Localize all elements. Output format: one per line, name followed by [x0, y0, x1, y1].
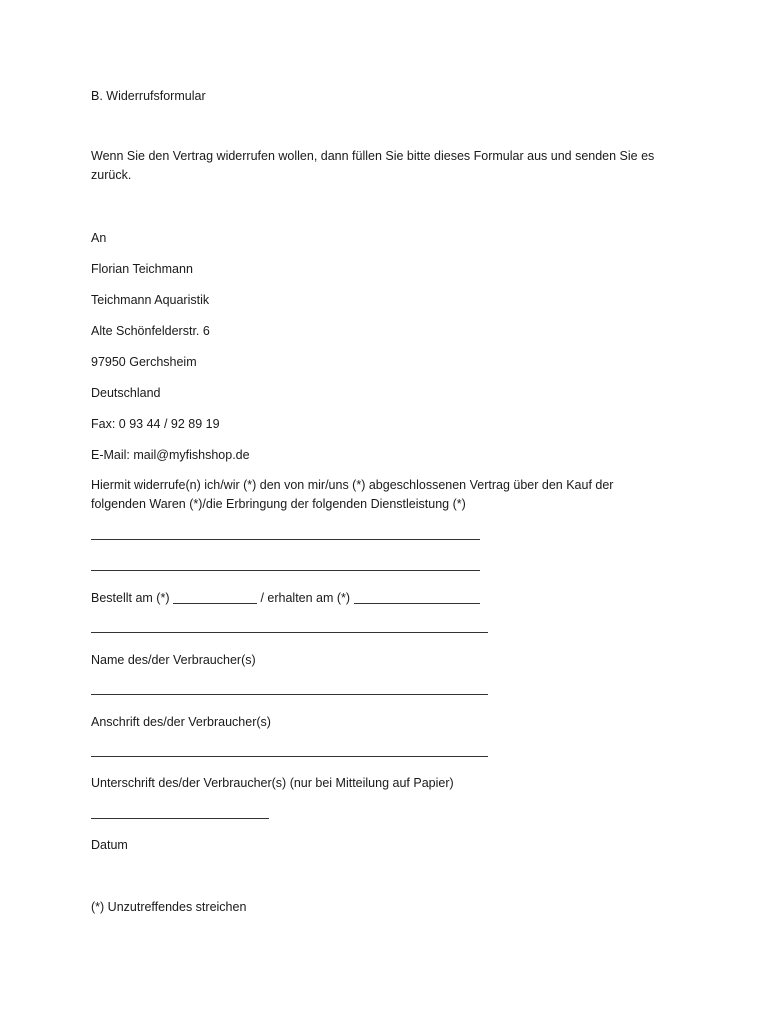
consumer-address-line[interactable] — [91, 694, 488, 695]
received-date-blank[interactable] — [354, 602, 480, 604]
recipient-to-label: An — [91, 231, 107, 245]
declaration-text: Hiermit widerrufe(n) ich/wir (*) den von mir/uns (*) abgeschlossenen Vertrag über den Kauf der folgenden Waren (*)/die Erbringung der folgenden Dienstleistung (*) — [91, 478, 614, 511]
recipient-street: Alte Schönfelderstr. 6 — [91, 324, 210, 338]
consumer-name-line[interactable] — [91, 632, 488, 633]
recipient-name: Florian Teichmann — [91, 262, 193, 276]
goods-line-2[interactable] — [91, 570, 480, 571]
signature-line[interactable] — [91, 756, 488, 757]
recipient-country: Deutschland — [91, 386, 161, 400]
ordered-date-blank[interactable] — [173, 602, 257, 604]
recipient-company: Teichmann Aquaristik — [91, 293, 210, 307]
signature-label: Unterschrift des/der Verbraucher(s) (nur bei Mitteilung auf Papier) — [91, 776, 454, 790]
recipient-email: E-Mail: mail@myfishshop.de — [91, 448, 250, 462]
date-label: Datum — [91, 838, 128, 852]
recipient-city: 97950 Gerchsheim — [91, 355, 197, 369]
received-label: / erhalten am (*) — [260, 591, 351, 605]
order-dates-row — [91, 590, 480, 606]
consumer-name-label: Name des/der Verbraucher(s) — [91, 653, 256, 667]
footnote: (*) Unzutreffendes streichen — [91, 900, 247, 914]
form-heading: B. Widerrufsformular — [91, 89, 206, 103]
intro-text: Wenn Sie den Vertrag widerrufen wollen, dann füllen Sie bitte dieses Formular aus und senden Sie es zurück. — [91, 149, 655, 182]
ordered-label: Bestellt am (*) — [91, 591, 170, 605]
goods-line-1[interactable] — [91, 539, 480, 540]
consumer-address-label: Anschrift des/der Verbraucher(s) — [91, 715, 271, 729]
recipient-fax: Fax: 0 93 44 / 92 89 19 — [91, 417, 220, 431]
date-line[interactable] — [91, 818, 269, 819]
